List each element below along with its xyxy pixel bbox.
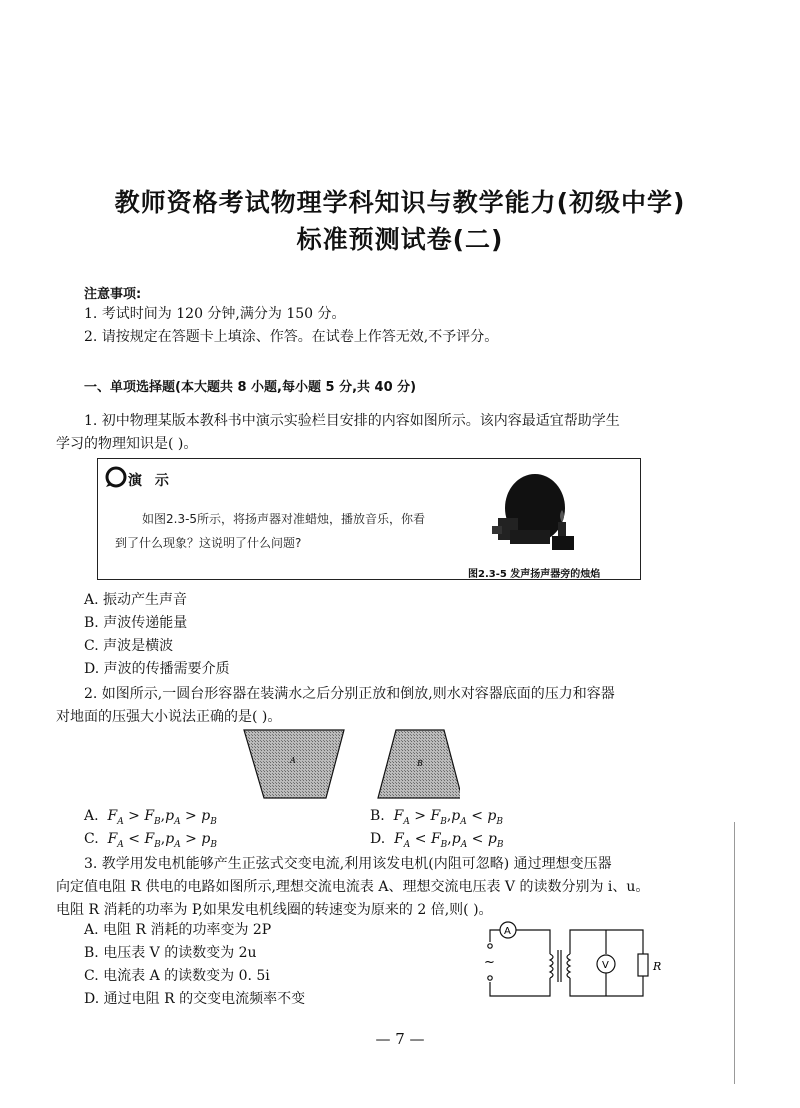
- ac-source-symbol: ~: [484, 955, 495, 970]
- q3-stem-line-1: 3. 教学用发电机能够产生正弦式交变电流,利用该发电机(内阻可忽略) 通过理想变压器: [84, 856, 612, 872]
- q1-stem-line-2: 学习的物理知识是( )。: [56, 436, 198, 452]
- voltmeter-label: V: [602, 960, 609, 971]
- demo-label: 演 示: [128, 473, 173, 489]
- q3-stem-line-3: 电阻 R 消耗的功率为 P,如果发电机线圈的转速变为原来的 2 倍,则( )。: [56, 902, 493, 918]
- demo-caption: 图2.3-5 发声扬声器旁的烛焰: [468, 569, 601, 580]
- q1-option-a: A. 振动产生声音: [84, 592, 188, 608]
- resistor-label: R: [653, 960, 662, 973]
- q3-option-d: D. 通过电阻 R 的交变电流频率不变: [84, 991, 306, 1007]
- container-a-label: A: [290, 756, 296, 765]
- page-number: — 7 —: [375, 1030, 425, 1048]
- q2-option-d: D. $F_A < F_B,p_A < p_B$: [370, 831, 504, 850]
- title-line-2: 标准预测试卷(二): [296, 225, 504, 254]
- q1-option-c: C. 声波是横波: [84, 638, 174, 654]
- scan-margin-line: [734, 822, 735, 1084]
- container-b-label: B: [417, 759, 423, 768]
- circuit-diagram: [478, 920, 678, 1010]
- notice-item-2: 2. 请按规定在答题卡上填涂、作答。在试卷上作答无效,不予评分。: [84, 329, 499, 345]
- container-figures: [240, 726, 460, 802]
- speaker-candle-image: [490, 470, 590, 555]
- q2-option-b: B. $F_A > F_B,p_A < p_B$: [370, 808, 503, 827]
- notice-item-1: 1. 考试时间为 120 分钟,满分为 150 分。: [84, 306, 346, 322]
- q1-option-d: D. 声波的传播需要介质: [84, 661, 230, 677]
- q2-option-c: C. $F_A < F_B,p_A > p_B$: [84, 831, 217, 850]
- resistor-icon: [638, 954, 648, 976]
- q2-stem-line-2: 对地面的压强大小说法正确的是( )。: [56, 709, 282, 725]
- ammeter-label: A: [504, 926, 511, 937]
- q1-stem-line-1: 1. 初中物理某版本教科书中演示实验栏目安排的内容如图所示。该内容最适宜帮助学生: [84, 413, 620, 429]
- section-heading: 一、单项选择题(本大题共 8 小题,每小题 5 分,共 40 分): [84, 380, 417, 395]
- q3-stem-line-2: 向定值电阻 R 供电的电路如图所示,理想交流电流表 A、理想交流电压表 V 的读数分别为 i、u。: [56, 879, 650, 895]
- q2-stem-line-1: 2. 如图所示,一圆台形容器在装满水之后分别正放和倒放,则水对容器底面的压力和容器: [84, 686, 615, 702]
- title-line-1: 教师资格考试物理学科知识与教学能力(初级中学): [114, 188, 686, 217]
- q3-option-a: A. 电阻 R 消耗的功率变为 2P: [84, 922, 272, 938]
- q3-option-c: C. 电流表 A 的读数变为 0. 5i: [84, 968, 270, 984]
- demo-text-line-2: 到了什么现象？这说明了什么问题?: [115, 536, 302, 550]
- demo-icon: [104, 466, 128, 488]
- q3-option-b: B. 电压表 V 的读数变为 2u: [84, 945, 257, 961]
- q2-option-a: A. $F_A > F_B,p_A > p_B$: [84, 808, 217, 827]
- demo-text-line-1: 如图2.3-5所示，将扬声器对准蜡烛，播放音乐，你看: [142, 512, 426, 526]
- q1-option-b: B. 声波传递能量: [84, 615, 188, 631]
- notice-heading: 注意事项:: [84, 287, 142, 302]
